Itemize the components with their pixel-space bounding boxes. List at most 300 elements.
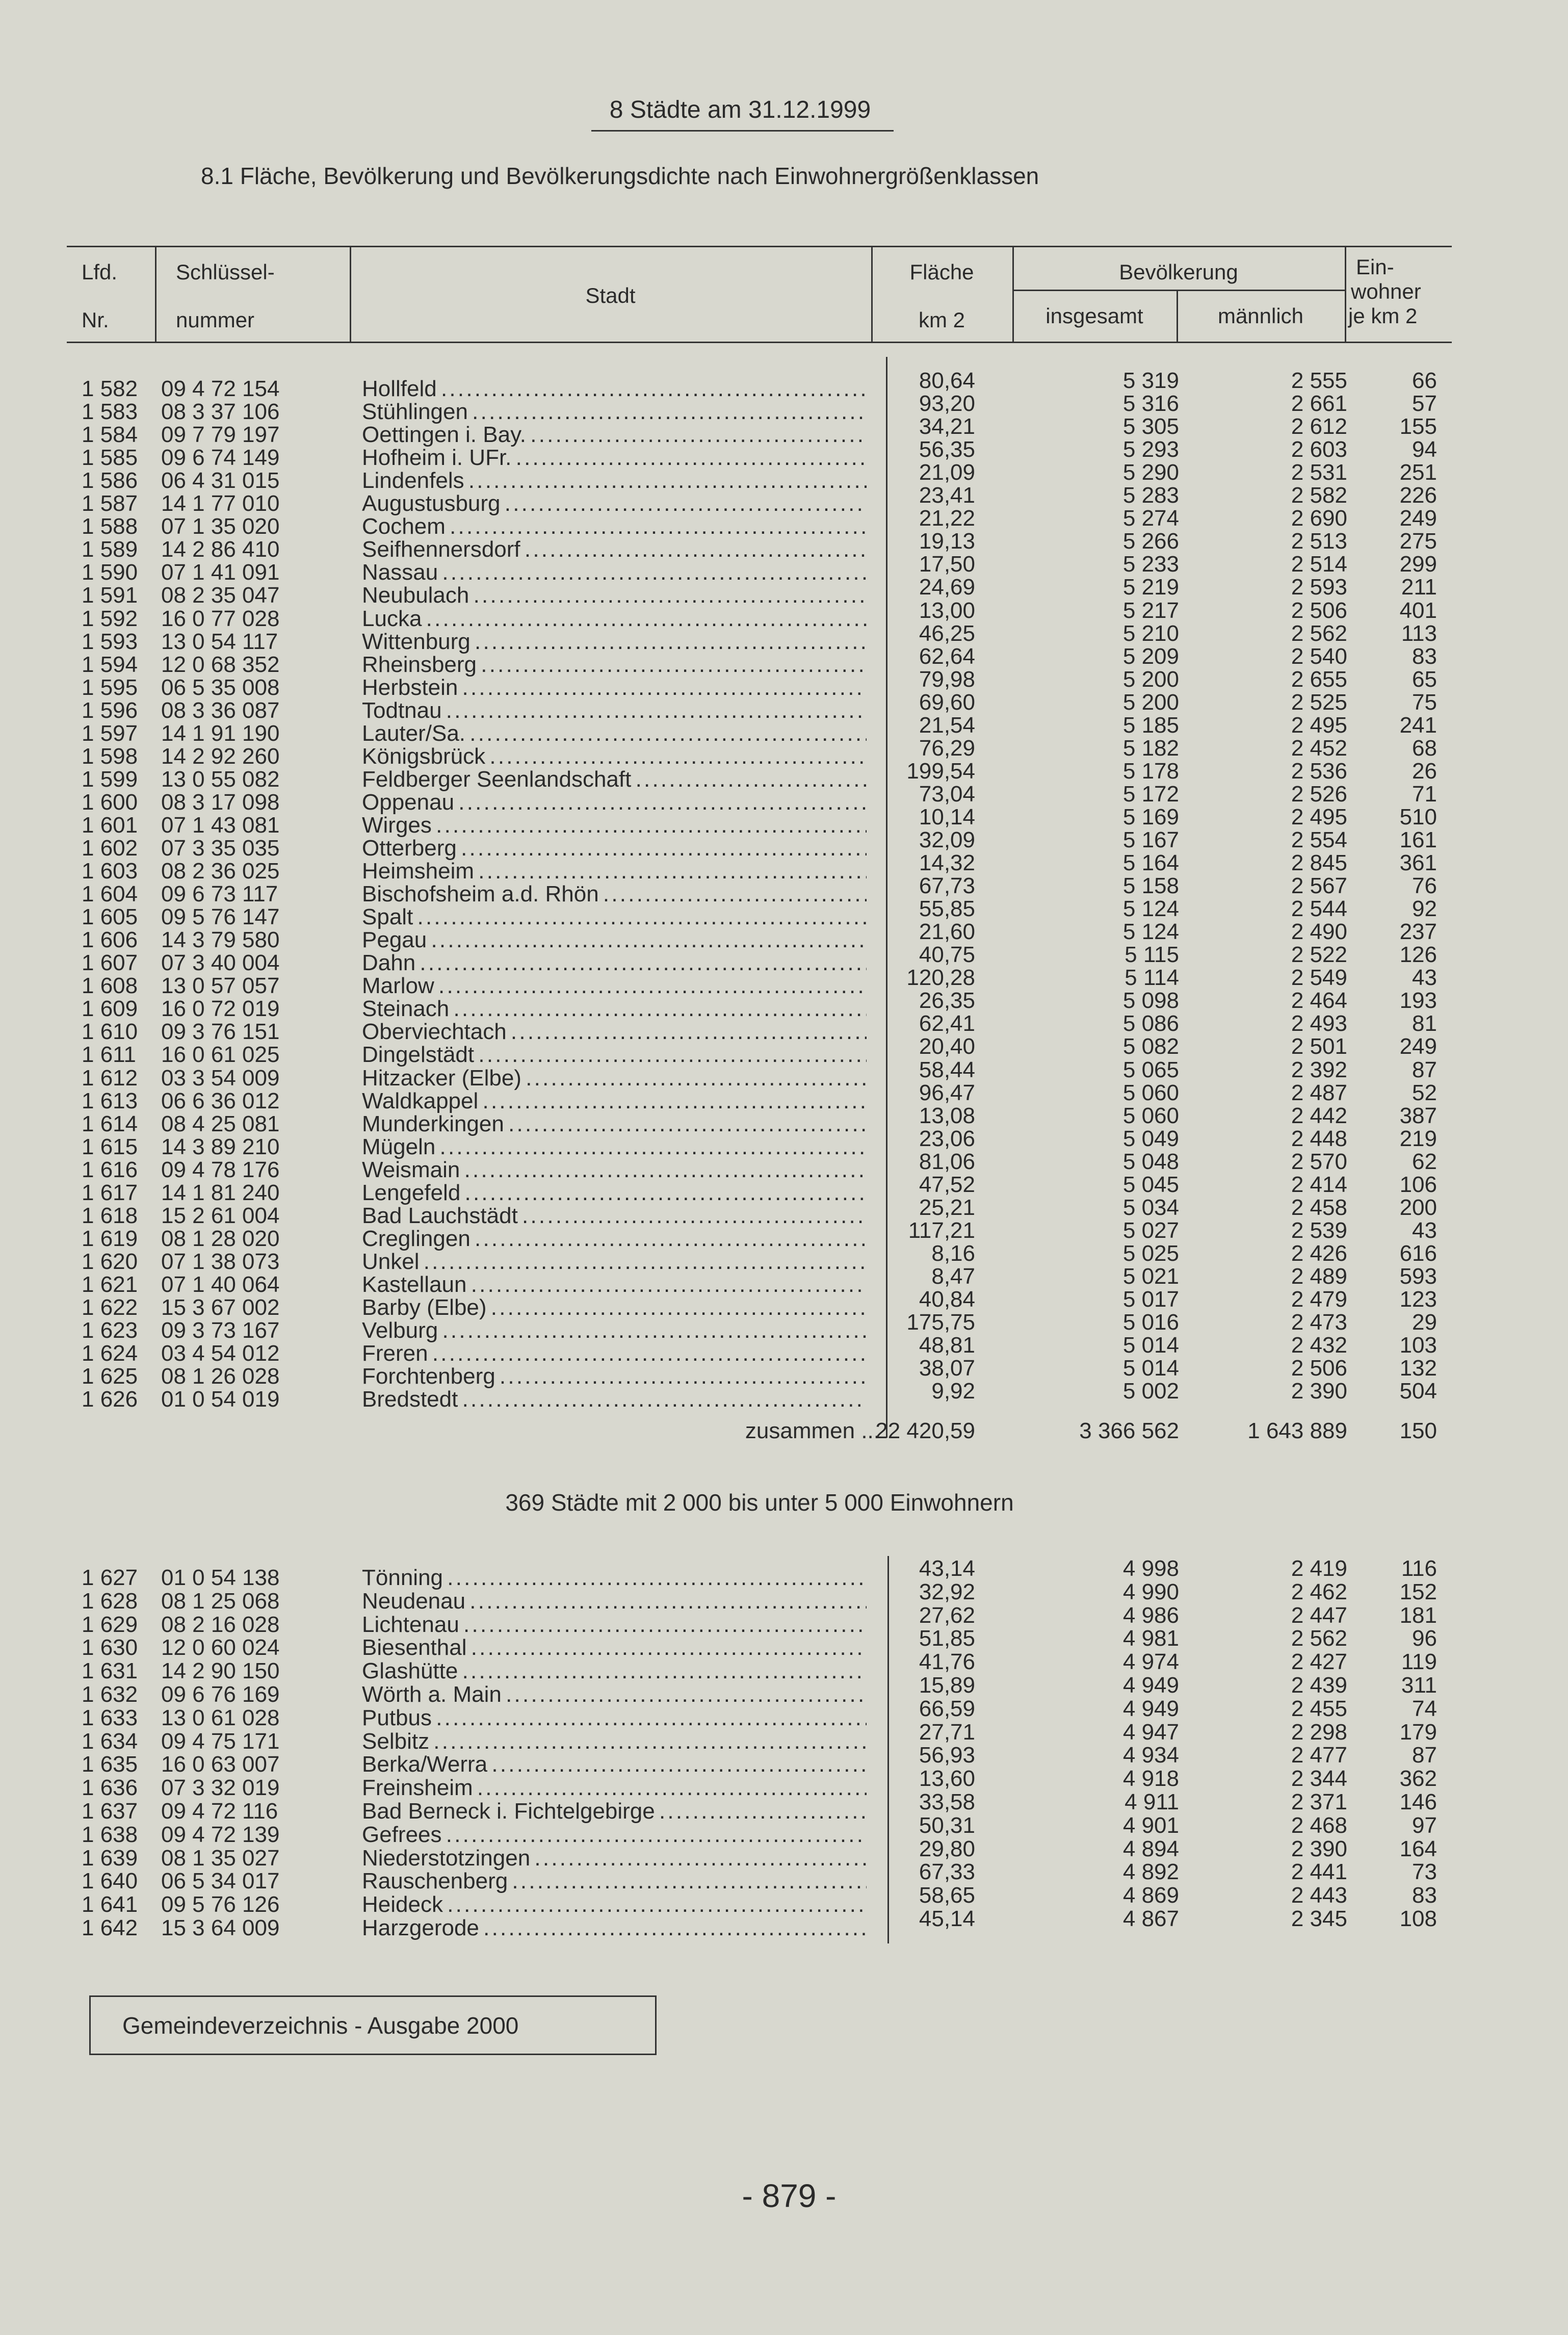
row-density: 179 bbox=[1399, 1719, 1437, 1745]
row-lfd: 1 593 bbox=[82, 629, 138, 654]
row-total: 4 981 bbox=[1122, 1626, 1179, 1651]
header-area-unit: km 2 bbox=[918, 308, 965, 332]
row-male: 2 441 bbox=[1291, 1859, 1347, 1885]
row-city: Waldkappel . . . bbox=[362, 1088, 867, 1114]
row-lfd: 1 634 bbox=[82, 1728, 138, 1754]
row-key: 12 0 68 352 bbox=[161, 652, 280, 677]
row-area: 8,47 bbox=[931, 1263, 975, 1289]
row-area: 29,80 bbox=[919, 1836, 975, 1861]
row-male: 2 452 bbox=[1291, 735, 1347, 761]
row-male: 2 513 bbox=[1291, 529, 1347, 554]
row-city: Königsbrück . . . bbox=[362, 744, 867, 769]
row-lfd: 1 611 bbox=[82, 1042, 136, 1068]
row-key: 13 0 54 117 bbox=[161, 629, 278, 654]
row-density: 361 bbox=[1399, 850, 1437, 876]
total-density: 150 bbox=[1399, 1418, 1437, 1443]
row-density: 616 bbox=[1399, 1240, 1437, 1266]
page-number: - 879 - bbox=[742, 2177, 837, 2214]
row-lfd: 1 619 bbox=[82, 1226, 138, 1251]
row-city: Mügeln . . . bbox=[362, 1134, 867, 1160]
row-key: 15 2 61 004 bbox=[161, 1203, 280, 1228]
row-density: 43 bbox=[1412, 1217, 1437, 1243]
row-area: 41,76 bbox=[919, 1649, 975, 1675]
row-male: 2 562 bbox=[1291, 1626, 1347, 1651]
row-area: 175,75 bbox=[906, 1310, 975, 1335]
row-area: 67,33 bbox=[919, 1859, 975, 1885]
row-density: 57 bbox=[1412, 391, 1437, 417]
row-lfd: 1 628 bbox=[82, 1588, 138, 1614]
row-key: 08 3 36 087 bbox=[161, 697, 280, 723]
row-area: 47,52 bbox=[919, 1172, 975, 1197]
row-key: 16 0 72 019 bbox=[161, 996, 280, 1022]
row-total: 5 290 bbox=[1122, 460, 1179, 485]
row-male: 2 390 bbox=[1291, 1836, 1347, 1861]
row-total: 5 167 bbox=[1122, 827, 1179, 852]
row-lfd: 1 596 bbox=[82, 697, 138, 723]
row-density: 108 bbox=[1399, 1906, 1437, 1931]
row-lfd: 1 627 bbox=[82, 1565, 138, 1590]
row-male: 2 536 bbox=[1291, 758, 1347, 784]
row-male: 2 526 bbox=[1291, 781, 1347, 807]
header-key-2: nummer bbox=[176, 308, 255, 332]
row-lfd: 1 584 bbox=[82, 422, 138, 448]
header-nr: Nr. bbox=[82, 308, 109, 332]
row-lfd: 1 608 bbox=[82, 973, 138, 999]
row-total: 5 082 bbox=[1122, 1034, 1179, 1059]
row-lfd: 1 638 bbox=[82, 1822, 138, 1847]
row-city: Lichtenau . . . bbox=[362, 1612, 867, 1638]
row-key: 06 6 36 012 bbox=[161, 1088, 280, 1113]
row-key: 03 4 54 012 bbox=[161, 1341, 280, 1366]
row-key: 09 4 72 139 bbox=[161, 1822, 280, 1847]
row-area: 9,92 bbox=[931, 1379, 975, 1404]
row-city: Oberviechtach . . . bbox=[362, 1019, 867, 1045]
table-row bbox=[0, 1379, 1568, 1412]
row-key: 09 4 72 116 bbox=[161, 1799, 278, 1824]
row-total: 5 164 bbox=[1122, 850, 1179, 876]
row-lfd: 1 592 bbox=[82, 606, 138, 631]
row-key: 09 6 74 149 bbox=[161, 445, 280, 471]
row-lfd: 1 601 bbox=[82, 812, 138, 838]
row-area: 40,75 bbox=[919, 942, 975, 968]
row-male: 2 371 bbox=[1291, 1789, 1347, 1814]
row-area: 58,44 bbox=[919, 1057, 975, 1082]
row-male: 2 493 bbox=[1291, 1011, 1347, 1036]
row-density: 62 bbox=[1412, 1149, 1437, 1174]
row-male: 2 419 bbox=[1291, 1556, 1347, 1581]
row-density: 200 bbox=[1399, 1195, 1437, 1220]
row-key: 09 5 76 126 bbox=[161, 1892, 280, 1917]
row-lfd: 1 602 bbox=[82, 836, 138, 861]
row-total: 5 114 bbox=[1125, 965, 1179, 991]
row-total: 5 200 bbox=[1122, 666, 1179, 692]
row-total: 5 219 bbox=[1122, 575, 1179, 600]
row-total: 5 200 bbox=[1122, 689, 1179, 715]
row-male: 2 479 bbox=[1291, 1287, 1347, 1312]
row-city: Bad Lauchstädt . . . bbox=[362, 1203, 867, 1229]
row-male: 2 567 bbox=[1291, 873, 1347, 899]
row-male: 2 490 bbox=[1291, 919, 1347, 945]
row-key: 07 1 43 081 bbox=[161, 812, 280, 838]
row-lfd: 1 639 bbox=[82, 1845, 138, 1871]
row-city: Lindenfels . . . bbox=[362, 468, 867, 494]
row-lfd: 1 594 bbox=[82, 652, 138, 677]
row-male: 2 562 bbox=[1291, 620, 1347, 646]
row-city: Wirges . . . bbox=[362, 813, 867, 838]
row-total: 5 014 bbox=[1122, 1333, 1179, 1358]
table-caption: 8.1 Fläche, Bevölkerung und Bevölkerungsdichte nach Einwohnergrößenklassen bbox=[201, 163, 1039, 189]
row-male: 2 661 bbox=[1291, 391, 1347, 417]
row-density: 119 bbox=[1401, 1649, 1437, 1675]
row-city: Dahn . . . bbox=[362, 950, 867, 976]
row-density: 87 bbox=[1412, 1743, 1437, 1768]
row-density: 181 bbox=[1399, 1602, 1437, 1628]
row-male: 2 506 bbox=[1291, 1356, 1347, 1381]
row-key: 06 5 35 008 bbox=[161, 674, 280, 700]
row-density: 193 bbox=[1399, 988, 1437, 1014]
row-density: 251 bbox=[1399, 460, 1437, 485]
row-male: 2 489 bbox=[1291, 1263, 1347, 1289]
row-total: 5 233 bbox=[1122, 552, 1179, 577]
row-city: Velburg . . . bbox=[362, 1318, 867, 1343]
row-key: 01 0 54 138 bbox=[161, 1565, 280, 1590]
row-lfd: 1 629 bbox=[82, 1612, 138, 1637]
row-density: 387 bbox=[1399, 1103, 1437, 1128]
row-total: 5 185 bbox=[1122, 712, 1179, 738]
row-area: 67,73 bbox=[919, 873, 975, 899]
row-density: 164 bbox=[1399, 1836, 1437, 1861]
row-total: 5 274 bbox=[1122, 506, 1179, 531]
row-lfd: 1 585 bbox=[82, 445, 138, 471]
row-city: Hitzacker (Elbe) . . . bbox=[362, 1066, 867, 1091]
row-density: 126 bbox=[1399, 942, 1437, 968]
row-area: 19,13 bbox=[919, 529, 975, 554]
row-male: 2 455 bbox=[1291, 1696, 1347, 1721]
row-male: 2 477 bbox=[1291, 1743, 1347, 1768]
row-male: 2 298 bbox=[1291, 1719, 1347, 1745]
row-city: Wörth a. Main . . . bbox=[362, 1682, 867, 1707]
row-lfd: 1 586 bbox=[82, 468, 138, 494]
row-lfd: 1 618 bbox=[82, 1203, 138, 1228]
row-city: Stühlingen . . . bbox=[362, 399, 867, 425]
row-male: 2 525 bbox=[1291, 689, 1347, 715]
row-key: 14 2 90 150 bbox=[161, 1658, 280, 1684]
row-lfd: 1 642 bbox=[82, 1915, 138, 1940]
row-male: 2 448 bbox=[1291, 1126, 1347, 1151]
row-male: 2 487 bbox=[1291, 1080, 1347, 1105]
row-density: 87 bbox=[1412, 1057, 1437, 1082]
row-total: 5 014 bbox=[1122, 1356, 1179, 1381]
row-lfd: 1 591 bbox=[82, 583, 138, 608]
row-total: 5 021 bbox=[1122, 1263, 1179, 1289]
row-lfd: 1 582 bbox=[82, 376, 138, 401]
row-key: 03 3 54 009 bbox=[161, 1065, 280, 1091]
row-city: Munderkingen . . . bbox=[362, 1111, 867, 1137]
row-city: Heimsheim . . . bbox=[362, 859, 867, 884]
row-density: 103 bbox=[1399, 1333, 1437, 1358]
row-city: Otterberg . . . bbox=[362, 836, 867, 861]
row-density: 43 bbox=[1412, 965, 1437, 991]
row-male: 2 690 bbox=[1291, 506, 1347, 531]
row-density: 26 bbox=[1412, 758, 1437, 784]
row-key: 07 1 35 020 bbox=[161, 514, 280, 539]
row-area: 48,81 bbox=[919, 1333, 975, 1358]
row-lfd: 1 612 bbox=[82, 1065, 138, 1091]
row-total: 4 986 bbox=[1122, 1602, 1179, 1628]
row-key: 06 4 31 015 bbox=[161, 468, 280, 494]
row-city: Harzgerode . . . bbox=[362, 1915, 867, 1941]
row-density: 299 bbox=[1399, 552, 1437, 577]
row-density: 152 bbox=[1399, 1579, 1437, 1604]
row-density: 510 bbox=[1399, 804, 1437, 829]
row-area: 27,62 bbox=[919, 1602, 975, 1628]
row-city: Hofheim i. UFr. . . . bbox=[362, 445, 867, 471]
row-lfd: 1 588 bbox=[82, 514, 138, 539]
row-city: Unkel . . . bbox=[362, 1249, 867, 1275]
row-city: Barby (Elbe) . . . bbox=[362, 1295, 867, 1320]
row-total: 5 316 bbox=[1122, 391, 1179, 417]
row-lfd: 1 583 bbox=[82, 399, 138, 425]
row-area: 21,09 bbox=[919, 460, 975, 485]
row-city: Bischofsheim a.d. Rhön . . . bbox=[362, 881, 867, 907]
row-total: 5 115 bbox=[1125, 942, 1179, 968]
row-key: 08 4 25 081 bbox=[161, 1111, 280, 1136]
row-area: 23,41 bbox=[919, 483, 975, 508]
header-bottom-rule bbox=[67, 342, 1452, 343]
row-total: 5 182 bbox=[1122, 735, 1179, 761]
row-key: 07 3 40 004 bbox=[161, 950, 280, 976]
row-density: 362 bbox=[1399, 1766, 1437, 1792]
row-area: 21,54 bbox=[919, 712, 975, 738]
row-area: 27,71 bbox=[919, 1719, 975, 1745]
row-male: 2 495 bbox=[1291, 804, 1347, 829]
row-area: 55,85 bbox=[919, 896, 975, 922]
row-male: 2 427 bbox=[1291, 1649, 1347, 1675]
row-city: Neudenau . . . bbox=[362, 1589, 867, 1614]
header-density-3: je km 2 bbox=[1348, 304, 1418, 328]
row-area: 20,40 bbox=[919, 1034, 975, 1059]
row-key: 09 6 73 117 bbox=[161, 881, 278, 907]
row-lfd: 1 607 bbox=[82, 950, 138, 976]
row-area: 25,21 bbox=[919, 1195, 975, 1220]
row-lfd: 1 632 bbox=[82, 1682, 138, 1707]
row-lfd: 1 636 bbox=[82, 1775, 138, 1801]
row-density: 65 bbox=[1412, 666, 1437, 692]
row-lfd: 1 597 bbox=[82, 720, 138, 746]
row-total: 5 017 bbox=[1122, 1287, 1179, 1312]
row-city: Glashütte . . . bbox=[362, 1658, 867, 1684]
row-density: 83 bbox=[1412, 643, 1437, 669]
row-male: 2 544 bbox=[1291, 896, 1347, 922]
row-area: 13,08 bbox=[919, 1103, 975, 1128]
row-lfd: 1 624 bbox=[82, 1341, 138, 1366]
row-male: 2 514 bbox=[1291, 552, 1347, 577]
row-density: 29 bbox=[1412, 1310, 1437, 1335]
row-lfd: 1 609 bbox=[82, 996, 138, 1022]
row-density: 74 bbox=[1412, 1696, 1437, 1721]
row-density: 97 bbox=[1412, 1812, 1437, 1838]
row-city: Biesenthal . . . bbox=[362, 1635, 867, 1661]
row-key: 16 0 77 028 bbox=[161, 606, 280, 631]
row-city: Forchtenberg . . . bbox=[362, 1364, 867, 1389]
row-area: 40,84 bbox=[919, 1287, 975, 1312]
row-key: 14 1 81 240 bbox=[161, 1180, 280, 1205]
row-total: 4 934 bbox=[1122, 1743, 1179, 1768]
row-total: 4 998 bbox=[1122, 1556, 1179, 1581]
row-city: Weismain . . . bbox=[362, 1157, 867, 1183]
row-male: 2 555 bbox=[1291, 368, 1347, 393]
row-city: Dingelstädt . . . bbox=[362, 1042, 867, 1068]
row-male: 2 432 bbox=[1291, 1333, 1347, 1358]
row-lfd: 1 598 bbox=[82, 743, 138, 769]
header-top-rule bbox=[67, 246, 1452, 247]
row-key: 08 1 28 020 bbox=[161, 1226, 280, 1251]
row-density: 73 bbox=[1412, 1859, 1437, 1885]
row-area: 21,60 bbox=[919, 919, 975, 945]
row-lfd: 1 589 bbox=[82, 537, 138, 562]
row-male: 2 439 bbox=[1291, 1673, 1347, 1698]
row-key: 14 2 92 260 bbox=[161, 743, 280, 769]
row-density: 96 bbox=[1412, 1626, 1437, 1651]
row-male: 2 540 bbox=[1291, 643, 1347, 669]
row-male: 2 392 bbox=[1291, 1057, 1347, 1082]
row-density: 226 bbox=[1399, 483, 1437, 508]
row-lfd: 1 631 bbox=[82, 1658, 138, 1684]
row-key: 13 0 55 082 bbox=[161, 766, 280, 792]
row-total: 4 894 bbox=[1122, 1836, 1179, 1861]
row-lfd: 1 613 bbox=[82, 1088, 138, 1113]
row-city: Kastellaun . . . bbox=[362, 1272, 867, 1298]
row-total: 5 209 bbox=[1122, 643, 1179, 669]
row-male: 2 570 bbox=[1291, 1149, 1347, 1174]
row-area: 32,92 bbox=[919, 1579, 975, 1604]
row-key: 14 1 77 010 bbox=[161, 491, 280, 516]
col-divider bbox=[155, 246, 156, 343]
header-total: insgesamt bbox=[1046, 304, 1143, 328]
row-area: 73,04 bbox=[919, 781, 975, 807]
row-area: 117,21 bbox=[908, 1217, 975, 1243]
row-area: 34,21 bbox=[919, 414, 975, 439]
row-density: 116 bbox=[1401, 1556, 1437, 1581]
row-total: 5 172 bbox=[1122, 781, 1179, 807]
row-key: 09 7 79 197 bbox=[161, 422, 280, 448]
row-key: 01 0 54 019 bbox=[161, 1387, 280, 1412]
total-population: 3 366 562 bbox=[1079, 1418, 1179, 1443]
row-key: 07 1 41 091 bbox=[161, 560, 280, 585]
row-total: 4 892 bbox=[1122, 1859, 1179, 1885]
row-city: Wittenburg . . . bbox=[362, 629, 867, 655]
row-lfd: 1 614 bbox=[82, 1111, 138, 1136]
row-key: 14 2 86 410 bbox=[161, 537, 280, 562]
row-area: 17,50 bbox=[919, 552, 975, 577]
row-total: 5 124 bbox=[1122, 919, 1179, 945]
row-area: 50,31 bbox=[919, 1812, 975, 1838]
row-density: 211 bbox=[1401, 575, 1437, 600]
row-key: 15 3 67 002 bbox=[161, 1295, 280, 1320]
row-density: 52 bbox=[1412, 1080, 1437, 1105]
row-area: 13,60 bbox=[919, 1766, 975, 1792]
row-city: Marlow . . . bbox=[362, 973, 867, 999]
row-density: 219 bbox=[1399, 1126, 1437, 1151]
row-density: 75 bbox=[1412, 689, 1437, 715]
row-density: 81 bbox=[1412, 1011, 1437, 1036]
pop-group-rule bbox=[1012, 290, 1345, 291]
row-city: Lengefeld . . . bbox=[362, 1180, 867, 1206]
row-density: 113 bbox=[1401, 620, 1437, 646]
row-city: Feldberger Seenlandschaft . . . bbox=[362, 767, 867, 792]
row-city: Selbitz . . . bbox=[362, 1729, 867, 1754]
header-population: Bevölkerung bbox=[1119, 260, 1238, 284]
row-male: 2 345 bbox=[1291, 1906, 1347, 1931]
row-key: 08 1 26 028 bbox=[161, 1364, 280, 1389]
row-total: 5 086 bbox=[1122, 1011, 1179, 1036]
row-area: 79,98 bbox=[919, 666, 975, 692]
header-density-2: wohner bbox=[1351, 279, 1421, 303]
row-lfd: 1 605 bbox=[82, 904, 138, 930]
row-area: 45,14 bbox=[919, 1906, 975, 1931]
row-male: 2 531 bbox=[1291, 460, 1347, 485]
row-city: Putbus . . . bbox=[362, 1705, 867, 1731]
row-male: 2 473 bbox=[1291, 1310, 1347, 1335]
row-density: 123 bbox=[1399, 1287, 1437, 1312]
row-total: 4 974 bbox=[1122, 1649, 1179, 1675]
row-male: 2 443 bbox=[1291, 1883, 1347, 1908]
row-key: 12 0 60 024 bbox=[161, 1635, 280, 1661]
row-lfd: 1 600 bbox=[82, 789, 138, 815]
row-male: 2 506 bbox=[1291, 598, 1347, 623]
row-male: 2 549 bbox=[1291, 965, 1347, 991]
row-area: 199,54 bbox=[906, 758, 975, 784]
row-city: Oettingen i. Bay. . . . bbox=[362, 422, 867, 448]
row-city: Cochem . . . bbox=[362, 514, 867, 539]
col-divider bbox=[1345, 246, 1346, 343]
row-key: 08 3 37 106 bbox=[161, 399, 280, 425]
row-density: 161 bbox=[1399, 827, 1437, 852]
row-lfd: 1 626 bbox=[82, 1387, 138, 1412]
row-area: 38,07 bbox=[919, 1356, 975, 1381]
row-city: Neubulach . . . bbox=[362, 583, 867, 608]
row-key: 09 4 78 176 bbox=[161, 1157, 280, 1182]
row-total: 5 048 bbox=[1122, 1149, 1179, 1174]
row-area: 14,32 bbox=[919, 850, 975, 876]
row-male: 2 501 bbox=[1291, 1034, 1347, 1059]
row-lfd: 1 640 bbox=[82, 1869, 138, 1894]
row-total: 5 293 bbox=[1122, 437, 1179, 462]
row-city: Gefrees . . . bbox=[362, 1822, 867, 1848]
row-area: 51,85 bbox=[919, 1626, 975, 1651]
row-key: 15 3 64 009 bbox=[161, 1915, 280, 1940]
header-city: Stadt bbox=[585, 283, 636, 307]
row-male: 2 655 bbox=[1291, 666, 1347, 692]
row-lfd: 1 622 bbox=[82, 1295, 138, 1320]
row-area: 43,14 bbox=[919, 1556, 975, 1581]
row-lfd: 1 603 bbox=[82, 859, 138, 884]
row-city: Herbstein . . . bbox=[362, 675, 867, 700]
row-total: 4 911 bbox=[1125, 1789, 1179, 1814]
row-total: 5 027 bbox=[1122, 1217, 1179, 1243]
row-city: Pegau . . . bbox=[362, 927, 867, 953]
row-density: 66 bbox=[1412, 368, 1437, 393]
row-total: 4 947 bbox=[1122, 1719, 1179, 1745]
row-male: 2 447 bbox=[1291, 1602, 1347, 1628]
title-underline bbox=[591, 130, 894, 132]
row-key: 14 3 79 580 bbox=[161, 927, 280, 953]
row-density: 92 bbox=[1412, 896, 1437, 922]
row-lfd: 1 587 bbox=[82, 491, 138, 516]
row-key: 08 1 35 027 bbox=[161, 1845, 280, 1871]
row-key: 09 6 76 169 bbox=[161, 1682, 280, 1707]
row-lfd: 1 590 bbox=[82, 560, 138, 585]
